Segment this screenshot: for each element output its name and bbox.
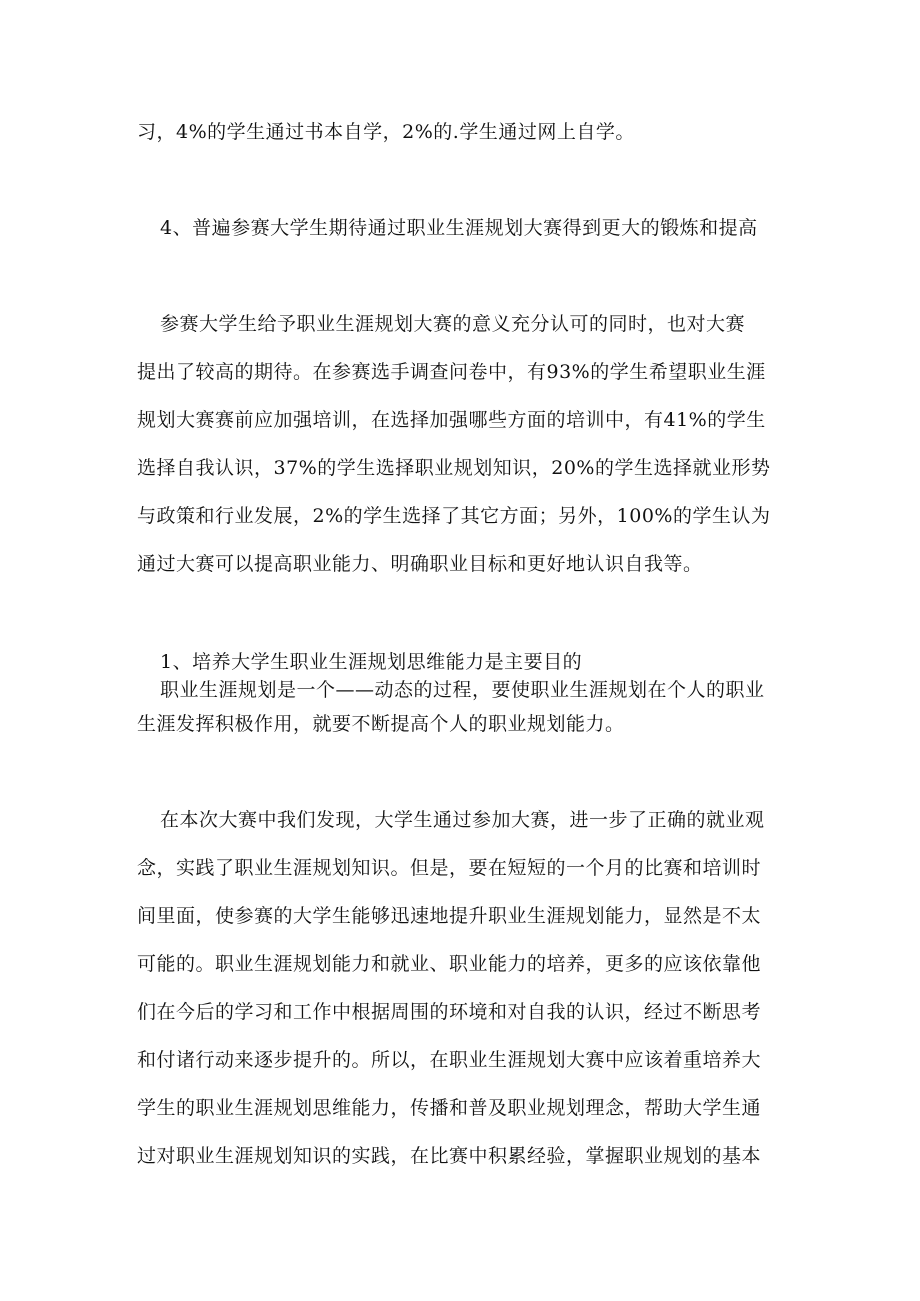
paragraph-line: 和付诸行动来逐步提升的。所以，在职业生涯规划大赛中应该着重培养大	[137, 1049, 762, 1071]
paragraph-line: 可能的。职业生涯规划能力和就业、职业能力的培养，更多的应该依靠他	[137, 953, 762, 975]
paragraph-line: 过对职业生涯规划知识的实践，在比赛中积累经验，掌握职业规划的基本	[137, 1145, 762, 1167]
section-heading-4: 4、普遍参赛大学生期待通过职业生涯规划大赛得到更大的锻炼和提高	[160, 217, 758, 239]
section-heading-1: 1、培养大学生职业生涯规划思维能力是主要目的	[160, 651, 583, 673]
paragraph-line: 念，实践了职业生涯规划知识。但是，要在短短的一个月的比赛和培训时	[137, 857, 762, 879]
paragraph-line: 职业生涯规划是一个——动态的过程，要使职业生涯规划在个人的职业	[160, 679, 765, 701]
paragraph-line: 学生的职业生涯规划思维能力，传播和普及职业规划理念，帮助大学生通	[137, 1097, 762, 1119]
paragraph-line: 参赛大学生给予职业生涯规划大赛的意义充分认可的同时，也对大赛	[160, 313, 746, 335]
paragraph-line: 习，4%的学生通过书本自学，2%的.学生通过网上自学。	[137, 121, 635, 143]
paragraph-line: 生涯发挥积极作用，就要不断提高个人的职业规划能力。	[137, 713, 625, 735]
paragraph-line: 规划大赛赛前应加强培训，在选择加强哪些方面的培训中，有41%的学生	[137, 409, 766, 431]
paragraph-line: 间里面，使参赛的大学生能够迅速地提升职业生涯规划能力，显然是不太	[137, 905, 762, 927]
paragraph-line: 们在今后的学习和工作中根据周围的环境和对自我的认识，经过不断思考	[137, 1001, 762, 1023]
paragraph-line: 选择自我认识，37%的学生选择职业规划知识，20%的学生选择就业形势	[137, 457, 771, 479]
paragraph-line: 与政策和行业发展，2%的学生选择了其它方面；另外，100%的学生认为	[137, 505, 771, 527]
paragraph-line: 提出了较高的期待。在参赛选手调查问卷中，有93%的学生希望职业生涯	[137, 361, 766, 383]
paragraph-line: 通过大赛可以提高职业能力、明确职业目标和更好地认识自我等。	[137, 553, 703, 575]
paragraph-line: 在本次大赛中我们发现，大学生通过参加大赛，进一步了正确的就业观	[160, 809, 765, 831]
